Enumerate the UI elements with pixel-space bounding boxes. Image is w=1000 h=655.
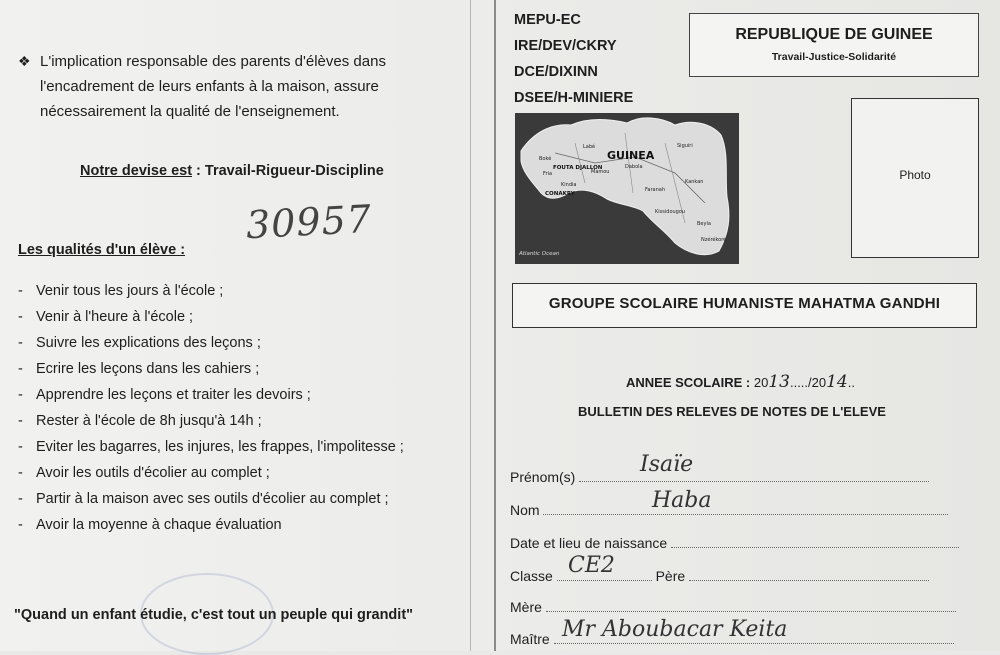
map-label: Beyla: [697, 221, 711, 227]
header-line: MEPU-EC: [514, 12, 581, 28]
quality-item: - Avoir les outils d'écolier au complet ;: [18, 464, 468, 490]
school-year-separator: ...../20: [789, 375, 827, 390]
nom-label: Nom: [510, 502, 540, 518]
map-label: Dabola: [625, 164, 643, 170]
photo-label: Photo: [899, 168, 931, 182]
header-line: DSEE/H-MINIERE: [514, 90, 634, 106]
map-label: Faranah: [645, 187, 666, 193]
classe-value: CE2: [568, 553, 615, 578]
map-country-label: GUINEA: [607, 149, 655, 162]
maitre-value: Mr Aboubacar Keita: [562, 617, 788, 642]
nom-value: Haba: [652, 488, 712, 513]
mere-label: Mère: [510, 599, 542, 615]
photo-box: [851, 98, 979, 258]
ministry-header: [514, 7, 633, 111]
map-label: Kankan: [685, 179, 704, 185]
map-label: Kissidougou: [655, 209, 686, 215]
maitre-label: Maître: [510, 631, 550, 647]
mere-dots: [546, 611, 956, 612]
map-capital-label: CONAKRY: [545, 191, 575, 197]
map-label: Boké: [539, 156, 552, 162]
quality-item: - Avoir la moyenne à chaque évaluation: [18, 516, 468, 542]
guinea-map-icon: [515, 113, 739, 264]
header-line: IRE/DEV/CKRY: [514, 38, 617, 54]
parents-paragraph-text: L'implication responsable des parents d'élèves dans l'encadrement de leurs enfants à la maison, assure nécessairement la qualité de l'enseignement.: [40, 53, 386, 120]
map-ocean-label: Atlantic Ocean: [519, 251, 560, 257]
republic-motto: Travail-Justice-Solidarité: [771, 51, 897, 63]
quality-item: - Venir tous les jours à l'école ;: [18, 282, 468, 308]
diamond-bullet-icon: ❖: [18, 53, 31, 69]
naissance-dots: [671, 547, 959, 548]
map-label: Mamou: [591, 169, 610, 175]
guinea-map: [515, 113, 739, 264]
quality-item: - Suivre les explications des leçons ;: [18, 334, 468, 360]
naissance-field: [510, 535, 959, 551]
quality-item: - Ecrire les leçons dans les cahiers ;: [18, 360, 468, 386]
classe-label: Classe: [510, 568, 553, 584]
nom-field: [510, 502, 948, 518]
map-label: Fria: [543, 171, 553, 177]
parents-paragraph: [18, 49, 458, 124]
mere-field: [510, 599, 956, 615]
school-name-box: [512, 283, 977, 328]
pere-dots: [689, 580, 929, 581]
bulletin-title: BULLETIN DES RELEVES DE NOTES DE L'ELEVE: [578, 404, 886, 419]
school-year-label: ANNEE SCOLAIRE :: [626, 375, 751, 390]
header-line: DCE/DIXINN: [514, 64, 598, 80]
quality-item: - Venir à l'heure à l'école ;: [18, 308, 468, 334]
quality-item: - Rester à l'école de 8h jusqu'à 14h ;: [18, 412, 468, 438]
panel-border: [470, 0, 471, 651]
nom-dots: [543, 514, 948, 515]
qualities-title: Les qualités d'un élève :: [18, 242, 186, 258]
school-year-start: 13: [768, 372, 790, 392]
map-label: Kindia: [561, 182, 577, 188]
motto-value: : Travail-Rigueur-Discipline: [192, 163, 384, 179]
quality-item: - Apprendre les leçons et traiter les devoirs ;: [18, 386, 468, 412]
handwritten-number: 30957: [244, 196, 373, 248]
school-year-suffix: ..: [847, 375, 855, 390]
map-label: Siguiri: [677, 143, 693, 149]
motto-label: Notre devise est: [80, 163, 193, 179]
school-year: [626, 372, 855, 392]
school-name: GROUPE SCOLAIRE HUMANISTE MAHATMA GANDHI: [548, 295, 941, 312]
school-year-end: 14: [826, 372, 848, 392]
school-year-prefix: 20: [753, 375, 769, 390]
classe-dots: [557, 580, 652, 581]
republic-box: [689, 13, 979, 77]
pere-label: Père: [655, 568, 686, 584]
quality-item: - Partir à la maison avec ses outils d'écolier au complet ;: [18, 490, 468, 516]
map-label: Nzérékoré: [701, 237, 727, 243]
prenom-label: Prénom(s): [510, 469, 576, 485]
republic-title: REPUBLIQUE DE GUINEE: [735, 26, 933, 43]
prenom-field: [510, 469, 929, 485]
map-label: Labé: [583, 144, 596, 150]
maitre-dots: [554, 643, 954, 644]
quality-item: - Eviter les bagarres, les injures, les frappes, l'impolitesse ;: [18, 438, 468, 464]
naissance-label: Date et lieu de naissance: [510, 535, 668, 551]
quote: "Quand un enfant étudie, c'est tout un peuple qui grandit": [14, 607, 414, 623]
page-fold: [494, 0, 496, 651]
qualities-list: [18, 282, 468, 542]
prenom-value: Isaïe: [640, 452, 694, 477]
prenom-dots: [579, 481, 929, 482]
map-region-label: FOUTA DJALLON: [553, 165, 603, 171]
school-motto: [80, 163, 384, 179]
